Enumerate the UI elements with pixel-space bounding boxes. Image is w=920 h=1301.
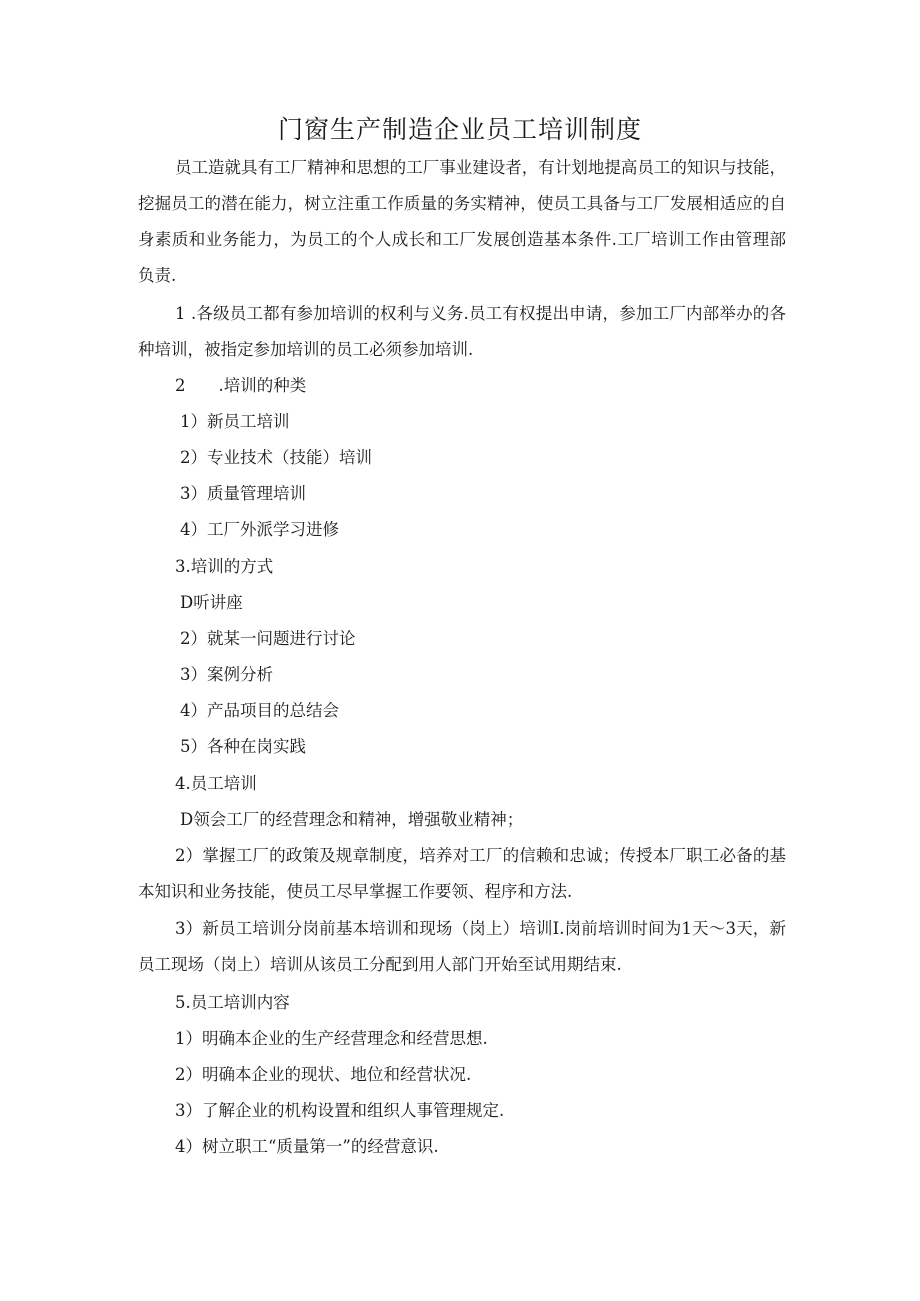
section-3-item-3: 3）案例分析 (180, 665, 273, 684)
section-2-item-2: 2）专业技术（技能）培训 (180, 448, 372, 467)
intro-paragraph: 员工造就具有工厂精神和思想的工厂事业建设者，有计划地提高员工的知识与技能，挖掘员工的潜在能力，树立注重工作质量的务实精神，使员工具备与工厂发展相适应的自身素质和业务能力，为员工的个人成长和工厂发展创造基本条件.工厂培训工作由管理部负责. (138, 158, 786, 285)
section-3-item-5: 5）各种在岗实践 (180, 737, 306, 756)
section-5-heading: 5.员工培训内容 (175, 993, 290, 1012)
section-5-item-3: 3）了解企业的机构设置和组织人事管理规定. (175, 1101, 505, 1120)
section-5-item-1: 1）明确本企业的生产经营理念和经营思想. (175, 1029, 488, 1048)
section-1-paragraph: 1 .各级员工都有参加培训的权利与义务.员工有权提出申请，参加工厂内部举办的各种培训，被指定参加培训的员工必须参加培训. (138, 304, 786, 359)
section-4-item-2: 2）掌握工厂的政策及规章制度，培养对工厂的信赖和忠诚；传授本厂职工必备的基本知识和业务技能，使员工尽早掌握工作要领、程序和方法. (138, 846, 786, 901)
section-5-item-4: 4）树立职工“质量第一”的经营意识. (175, 1137, 439, 1156)
section-4-item-1: D领会工厂的经营理念和精神，增强敬业精神； (180, 810, 524, 829)
section-2-item-3: 3）质量管理培训 (180, 484, 306, 503)
section-3-heading: 3.培训的方式 (175, 557, 274, 576)
section-4-item-3: 3）新员工培训分岗前基本培训和现场（岗上）培训I.岗前培训时间为1天～3天，新员工现场（岗上）培训从该员工分配到用人部门开始至试用期结束. (138, 919, 786, 974)
section-2-heading: 2 .培训的种类 (175, 376, 307, 395)
section-5-item-2: 2）明确本企业的现状、地位和经营状况. (175, 1065, 472, 1084)
section-2-item-1: 1）新员工培训 (180, 412, 290, 431)
section-3-item-4: 4）产品项目的总结会 (180, 701, 339, 720)
document-title: 门窗生产制造企业员工培训制度 (277, 115, 642, 144)
section-4-heading: 4.员工培训 (175, 774, 257, 793)
section-3-item-1: D听讲座 (180, 593, 243, 612)
section-2-item-4: 4）工厂外派学习进修 (180, 520, 339, 539)
section-3-item-2: 2）就某一问题进行讨论 (180, 629, 356, 648)
